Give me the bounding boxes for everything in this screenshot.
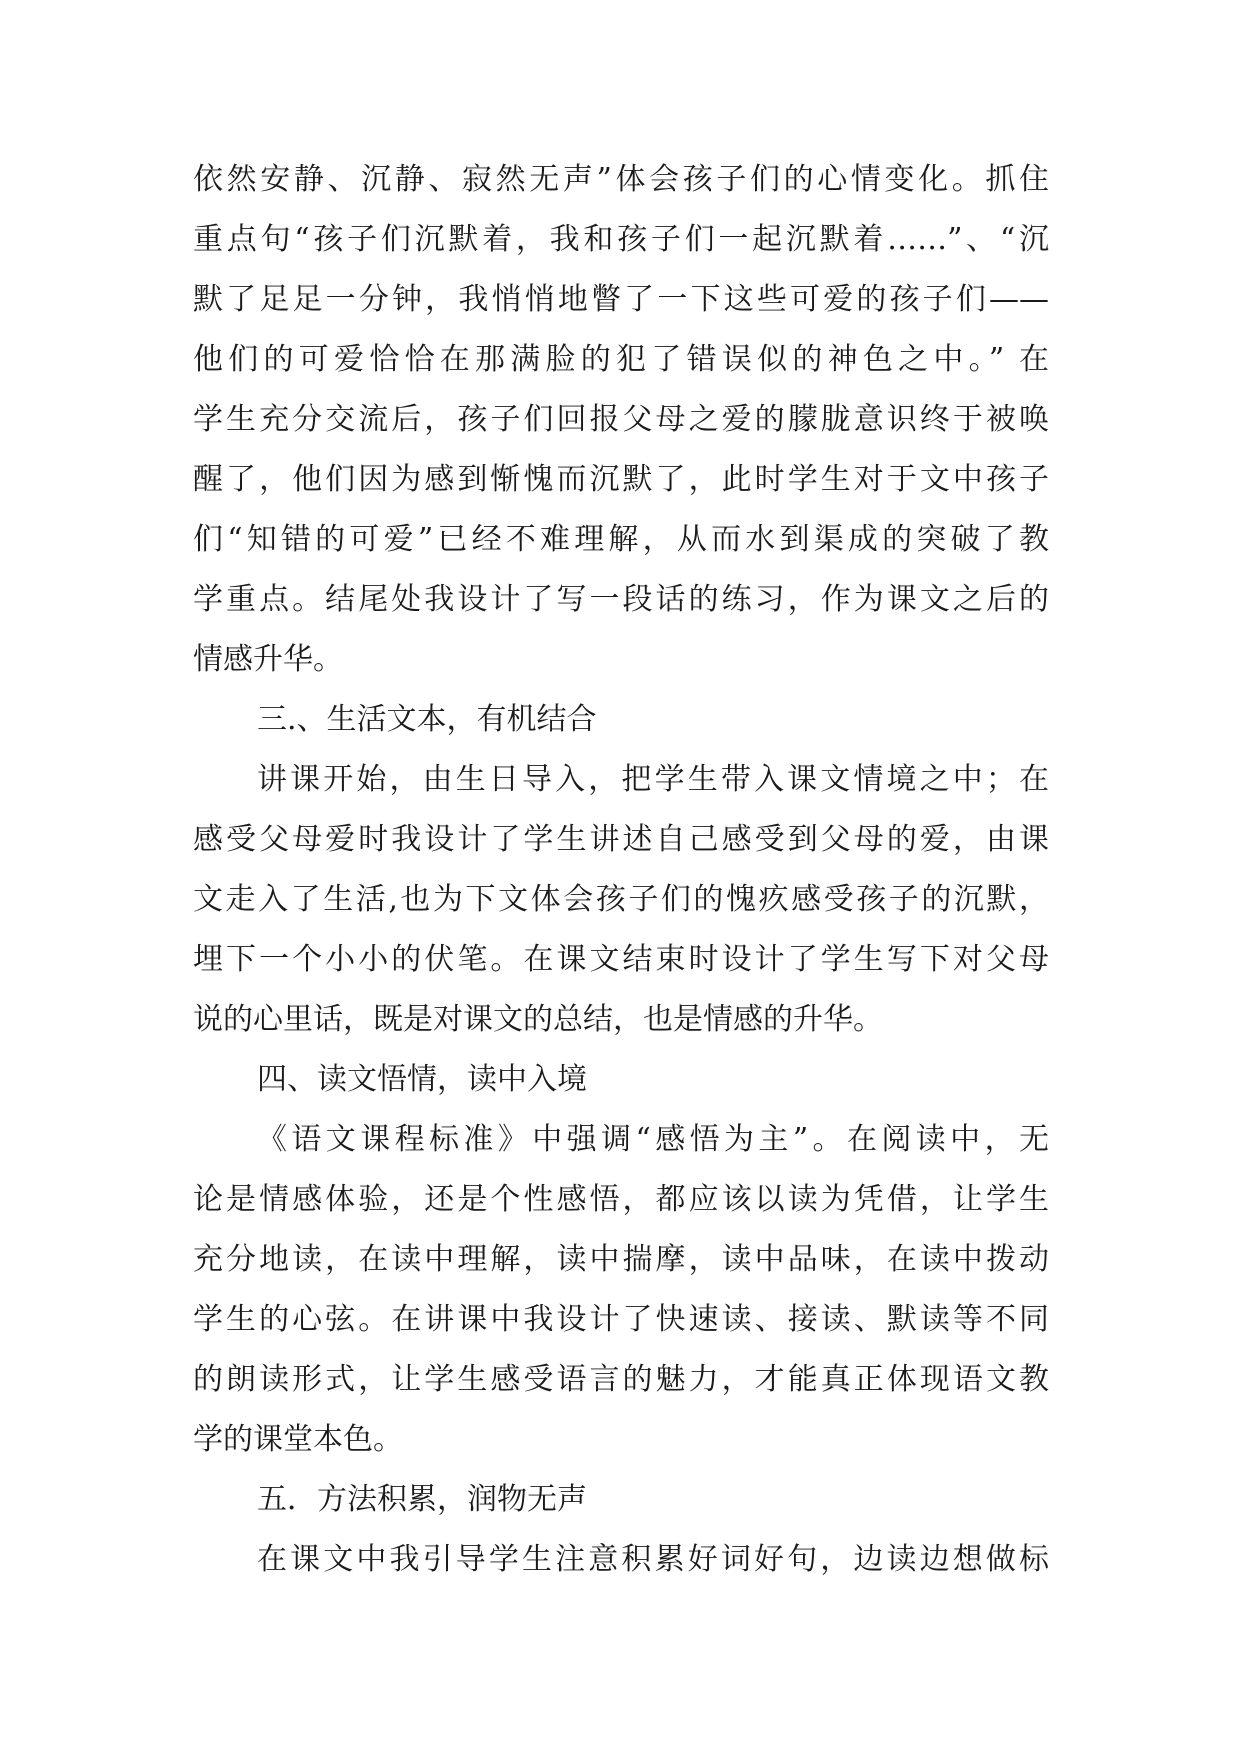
- text-line: 说的心里话，既是对课文的总结，也是情感的升华。: [193, 1002, 883, 1037]
- text-line: 《语文课程标准》中强调“感悟为主”。在阅读中，无: [257, 1122, 1049, 1157]
- text-line: 学生的心弦。在讲课中我设计了快速读、接读、默读等不同: [193, 1302, 1049, 1337]
- text-line: 情感升华。: [193, 642, 343, 677]
- text-line: 学重点。结尾处我设计了写一段话的练习，作为课文之后的: [193, 582, 1049, 617]
- section-heading: 四、读文悟情，读中入境: [257, 1062, 587, 1097]
- text-line: 醒了，他们因为感到惭愧而沉默了，此时学生对于文中孩子: [193, 462, 1049, 497]
- text-line: 他们的可爱恰恰在那满脸的犯了错误似的神色之中。” 在: [193, 342, 1049, 377]
- text-line: 们“知错的可爱”已经不难理解，从而水到渠成的突破了教: [193, 522, 1049, 557]
- text-line: 埋下一个小小的伏笔。在课文结束时设计了学生写下对父母: [193, 942, 1049, 977]
- text-line: 讲课开始，由生日导入，把学生带入课文情境之中；在: [257, 762, 1049, 797]
- text-line: 学生充分交流后，孩子们回报父母之爱的朦胧意识终于被唤: [193, 402, 1049, 437]
- text-line: 重点句“孩子们沉默着，我和孩子们一起沉默着……”、“沉: [193, 222, 1049, 257]
- section-heading: 三.、生活文本，有机结合: [257, 702, 597, 737]
- text-line: 充分地读，在读中理解，读中揣摩，读中品味，在读中拨动: [193, 1242, 1049, 1277]
- text-line: 在课文中我引导学生注意积累好词好句，边读边想做标: [257, 1542, 1049, 1577]
- text-line: 默了足足一分钟，我悄悄地瞥了一下这些可爱的孩子们——: [193, 282, 1049, 317]
- text-line: 文走入了生活,也为下文体会孩子们的愧疚感受孩子的沉默，: [193, 882, 1049, 917]
- section-heading: 五．方法积累，润物无声: [257, 1482, 587, 1517]
- text-line: 感受父母爱时我设计了学生讲述自己感受到父母的爱，由课: [193, 822, 1049, 857]
- text-line: 学的课堂本色。: [193, 1422, 403, 1457]
- text-line: 的朗读形式，让学生感受语言的魅力，才能真正体现语文教: [193, 1362, 1049, 1397]
- text-line: 依然安静、沉静、寂然无声”体会孩子们的心情变化。抓住: [193, 162, 1049, 197]
- text-line: 论是情感体验，还是个性感悟，都应该以读为凭借，让学生: [193, 1182, 1049, 1217]
- body-text: [193, 150, 1049, 1590]
